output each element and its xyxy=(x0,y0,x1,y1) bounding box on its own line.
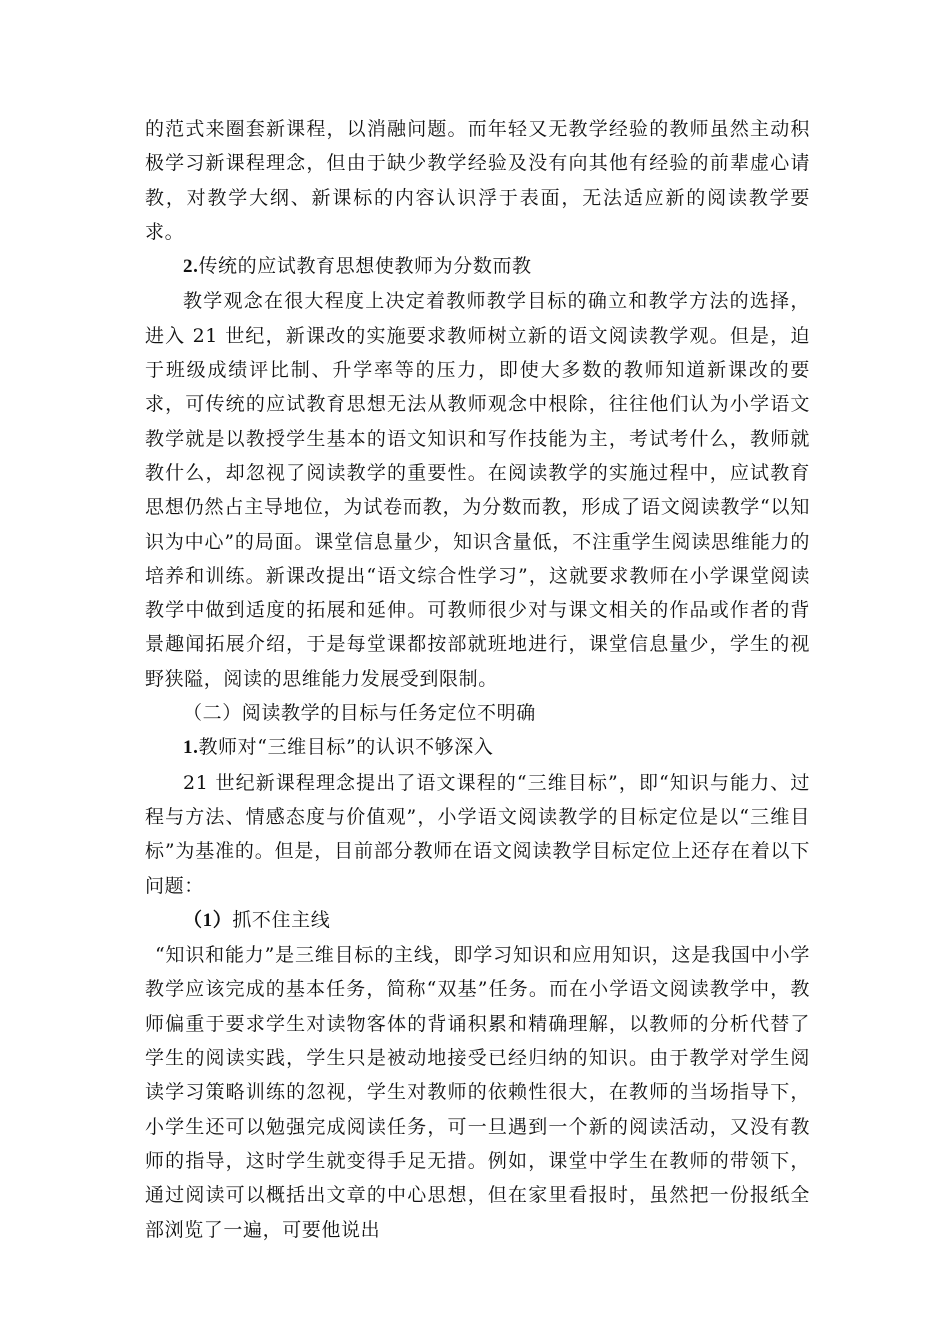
subheading-2 xyxy=(145,249,810,284)
subheading-text: 抓不住主线 xyxy=(232,908,331,931)
document-body xyxy=(145,112,810,1247)
subheading-text: 传统的应试教育思想使教师为分数而教 xyxy=(198,255,532,278)
paragraph-continuation: 的范式来圈套新课程，以消融问题。而年轻又无教学经验的教师虽然主动积极学习新课程理念，但由于缺少教学经验及没有向其他有经验的前辈虚心请教，对教学大纲、新课标的内容认识浮于表面，无法适应新的阅读教学要求。 xyxy=(145,118,810,243)
subheading-text: 教师对“三维目标”的认识不够深入 xyxy=(198,736,494,759)
subheading-number: 1. xyxy=(183,737,199,759)
section-heading: （二）阅读教学的目标与任务定位不明确 xyxy=(183,702,536,725)
subheading-number: （1） xyxy=(183,909,233,931)
subheading-1 xyxy=(145,730,810,765)
subheading-number: 2. xyxy=(183,256,199,278)
paragraph-body: 21 世纪新课程理念提出了语文课程的“三维目标”，即“知识与能力、过程与方法、情感态度与价值观”，小学语文阅读教学的目标定位是以“三维目标”为基准的。但是，目前部分教师在语文阅读教学目标定位上还存在着以下问题： xyxy=(145,771,810,897)
paragraph-body: 教学观念在很大程度上决定着教师教学目标的确立和教学方法的选择，进入 21 世纪，新课改的实施要求教师树立新的语文阅读教学观。但是，迫于班级成绩评比制、升学率等的压力，即使大多数的教师知道新课改的要求，可传统的应试教育思想无法从教师观念中根除，往往他们认为小学语文教学就是以教授学生基本的语文知识和写作技能为主，考试考什么，教师就教什么，却忽视了阅读教学的重要性。在阅读教学的实施过程中，应试教育思想仍然占主导地位，为试卷而教，为分数而教，形成了语文阅读教学“以知识为中心”的局面。课堂信息量少，知识含量低，不注重学生阅读思维能力的培养和训练。新课改提出“语文综合性学习”，这就要求教师在小学课堂阅读教学中做到适度的拓展和延伸。可教师很少对与课文相关的作品或作者的背景趣闻拓展介绍，于是每堂课都按部就班地进行，课堂信息量少，学生的视野狭隘，阅读的思维能力发展受到限制。 xyxy=(145,290,810,690)
paragraph-body: “知识和能力”是三维目标的主线，即学习知识和应用知识，这是我国中小学教学应该完成的基本任务，简称“双基”任务。而在小学语文阅读教学中，教师偏重于要求学生对读物客体的背诵积累和精确理解，以教师的分析代替了学生的阅读实践，学生只是被动地接受已经归纳的知识。由于教学对学生阅读学习策略训练的忽视，学生对教师的依赖性很大，在教师的当场指导下，小学生还可以勉强完成阅读任务，可一旦遇到一个新的阅读活动，又没有教师的指导，这时学生就变得手足无措。例如，课堂中学生在教师的带领下，通过阅读可以概括出文章的中心思想，但在家里看报时，虽然把一份报纸全部浏览了一遍，可要他说出 xyxy=(145,944,810,1241)
subheading-point-1 xyxy=(145,903,810,938)
